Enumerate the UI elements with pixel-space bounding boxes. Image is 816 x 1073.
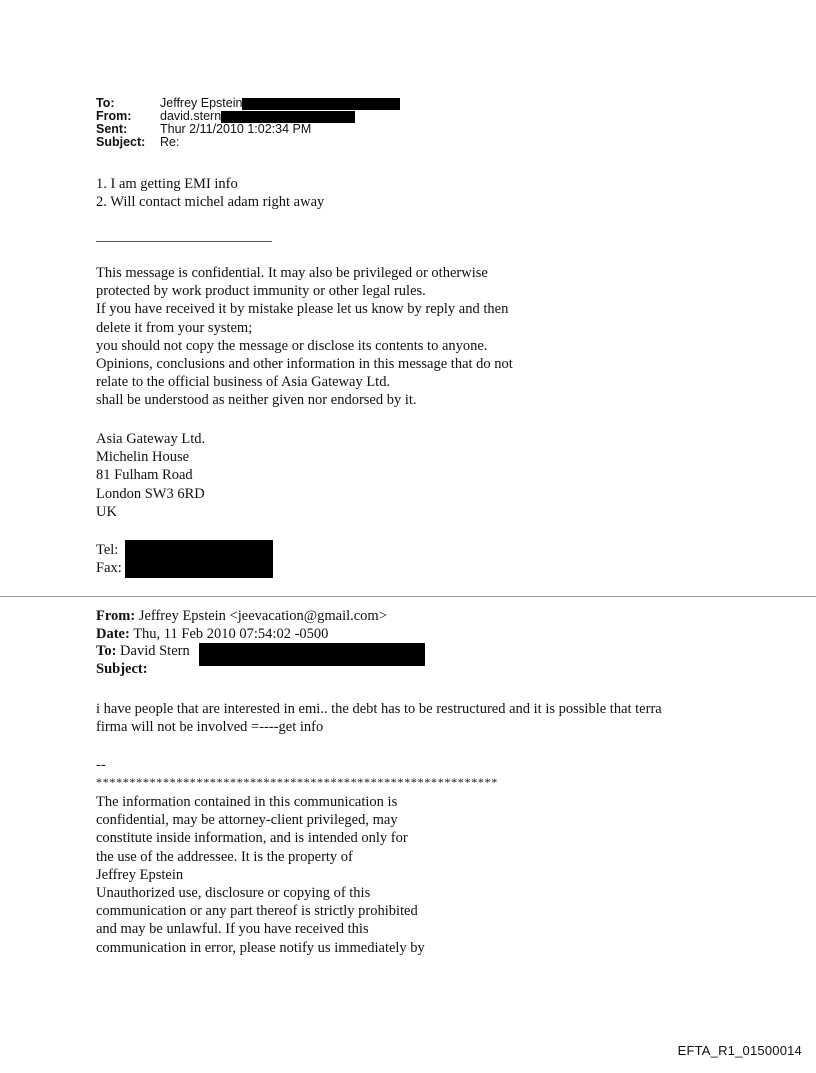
redaction-block <box>242 98 400 110</box>
quoted-from-row <box>96 608 387 626</box>
header-subject-label: Subject: <box>96 135 146 149</box>
message-separator <box>0 596 816 597</box>
header-to-label: To: <box>96 96 115 110</box>
email-header <box>96 97 400 149</box>
quoted-to-value: David Stern <box>116 643 190 659</box>
quoted-subject-label: Subject: <box>96 660 148 677</box>
header-sent-value: Thur 2/11/2010 1:02:34 PM <box>160 122 312 136</box>
contact-tel: Tel: <box>96 542 119 558</box>
signature-disclaimer: The information contained in this communication is confidential, may be attorney-client privileged, may constitute inside information, and is intended only for the use of the addressee. It is the property of Jeffrey Epstein Unauthorized use, disclosure or copying of this communication or any part thereof is strictly prohibited and may be unlawful. If you have received this communication in error, please notify us immediately by <box>96 794 425 956</box>
header-subject-row <box>96 136 400 149</box>
header-from-value: david.stern <box>160 109 222 123</box>
header-from-label: From: <box>96 109 132 123</box>
redaction-block <box>221 111 355 123</box>
confidentiality-disclaimer: This message is confidential. It may also be privileged or otherwise protected by work product immunity or other legal rules. If you have received it by mistake please let us know by reply and then delete it from your system; you should not copy the message or disclose its contents to anyone. Opinions, conclusions and other information in this message that do not relate to the official business of Asia Gateway Ltd. shall be understood as neither given nor endorsed by it. <box>96 265 513 409</box>
signature-divider <box>96 241 272 242</box>
quoted-from-label: From: <box>96 608 136 624</box>
quoted-body: i have people that are interested in emi.. the debt has to be restructured and it is possible that terra firma will not be involved =----get info <box>96 701 662 736</box>
reply-line-1: 1. I am getting EMI info <box>96 176 238 192</box>
redaction-block <box>125 540 273 578</box>
quoted-date-row <box>96 626 387 644</box>
quoted-from-value: Jeffrey Epstein <jeevacation@gmail.com> <box>135 608 387 624</box>
quoted-date-value: Thu, 11 Feb 2010 07:54:02 -0500 <box>129 625 329 642</box>
signature-stars: ************************************************************ <box>96 775 498 789</box>
header-to-value: Jeffrey Epstein <box>160 96 243 110</box>
reply-body <box>96 175 324 211</box>
company-address: Asia Gateway Ltd. Michelin House 81 Fulham Road London SW3 6RD UK <box>96 431 206 520</box>
contact-fax: Fax: <box>96 560 122 576</box>
reply-line-2: 2. Will contact michel adam right away <box>96 194 325 211</box>
redaction-block <box>199 643 425 666</box>
signature-dashes: -- <box>96 757 106 773</box>
header-to-row <box>96 97 400 110</box>
header-subject-value: Re: <box>160 135 180 149</box>
document-id: EFTA_R1_01500014 <box>677 1043 802 1058</box>
header-sent-label: Sent: <box>96 122 128 136</box>
quoted-date-label: Date: <box>96 625 130 642</box>
quoted-to-label: To: <box>96 643 117 659</box>
